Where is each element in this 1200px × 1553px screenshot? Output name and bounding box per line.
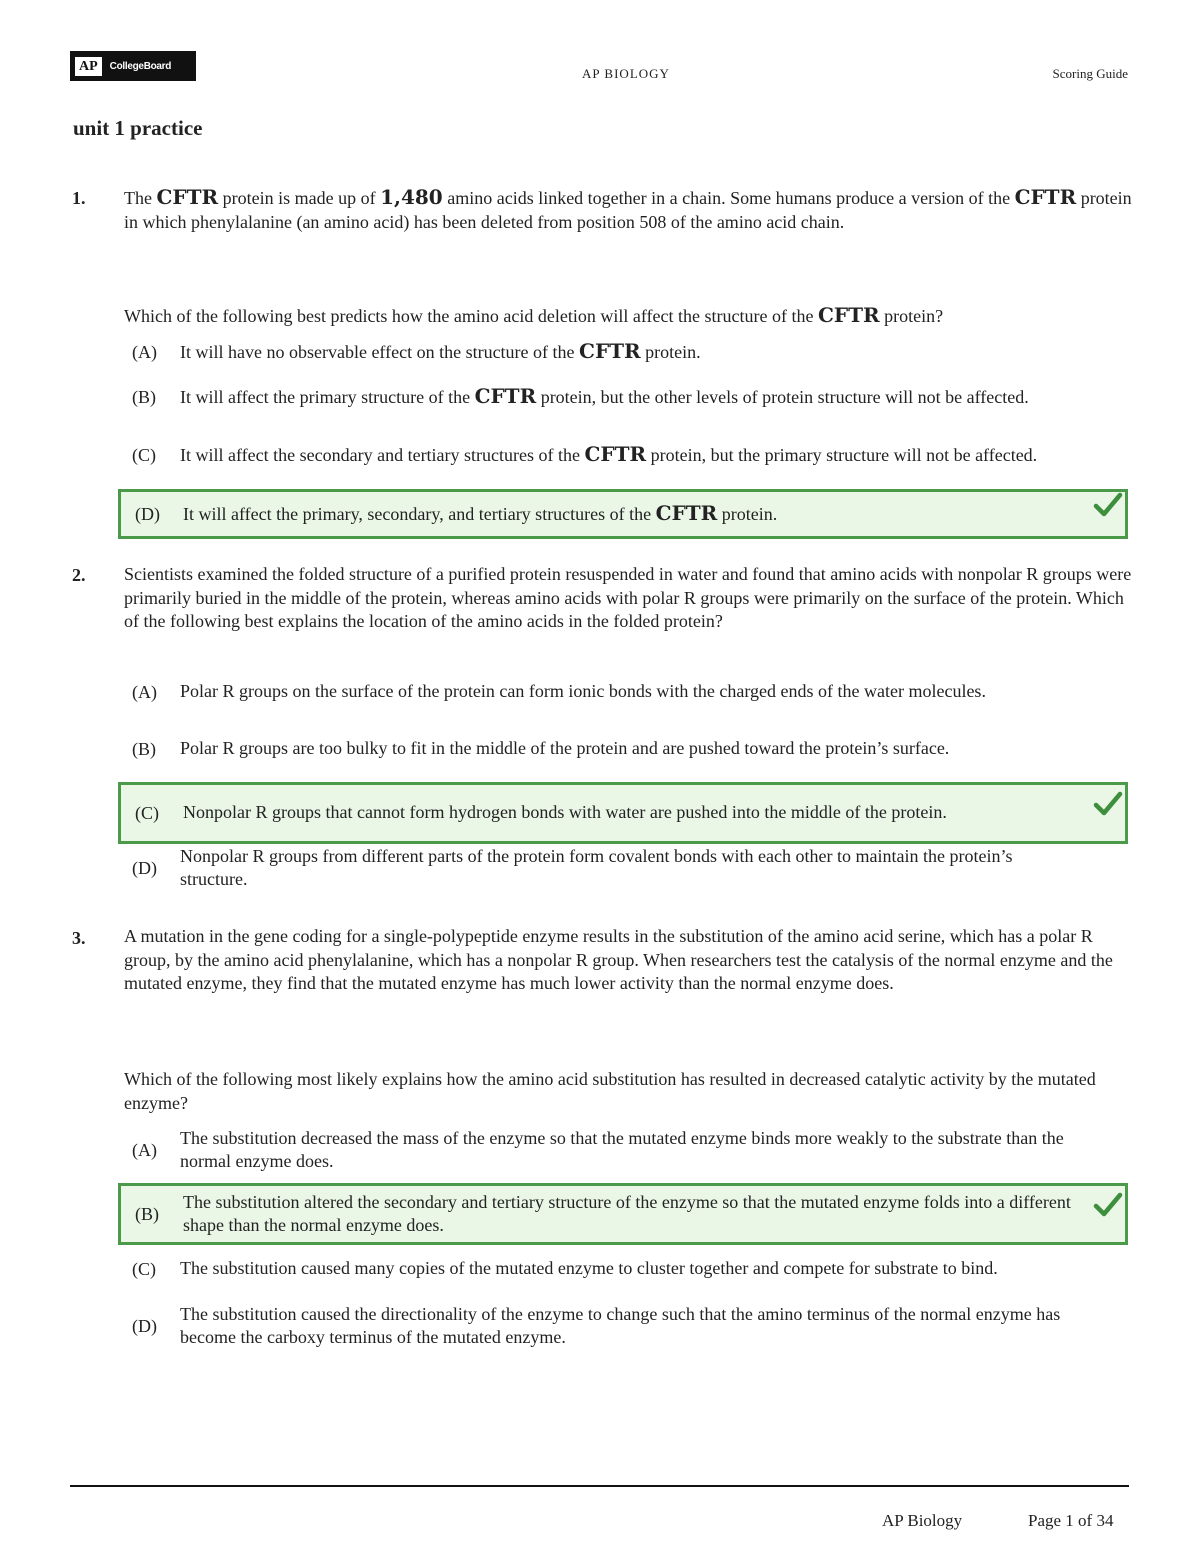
question-3-stem: A mutation in the gene coding for a single-polypeptide enzyme results in the substitution of the amino acid serine, which has a polar R group, by the amino acid phenylalanine, which has a nonpolar R group. When researchers test the catalysis of the normal enzyme and the mutated enzyme, they find that the mutated enzyme has much lower activity than the normal enzyme does.: [124, 926, 1113, 993]
option-text: Nonpolar R groups that cannot form hydrogen bonds with water are pushed into the middle of the protein.: [183, 802, 947, 823]
question-1-option-d-correct[interactable]: [118, 489, 1128, 539]
option-text: Polar R groups are too bulky to fit in the middle of the protein and are pushed toward the protein’s surface.: [180, 738, 950, 759]
option-text: It will affect the primary structure of the CFTR protein, but the other levels of protein structure will not be affected.: [180, 383, 1029, 408]
option-text: It will affect the primary, secondary, and tertiary structures of the CFTR protein.: [183, 500, 778, 525]
question-2-option-b[interactable]: [118, 725, 1128, 773]
option-letter: (C): [135, 802, 159, 823]
option-letter: (B): [132, 738, 156, 759]
option-letter: (D): [135, 503, 160, 524]
option-text: The substitution caused many copies of the mutated enzyme to cluster together and compete for substrate to bind.: [180, 1258, 998, 1279]
footer-page-number: Page 1 of 34: [1028, 1511, 1114, 1530]
question-2-option-c-correct[interactable]: [118, 782, 1128, 844]
question-2-option-a[interactable]: [118, 668, 1128, 716]
footer-subject: AP Biology: [882, 1511, 963, 1530]
checkmark-icon: [1093, 791, 1123, 817]
option-text: It will have no observable effect on the structure of the CFTR protein.: [180, 338, 701, 363]
logo-ap-mark: AP: [75, 57, 102, 76]
question-1-prompt: Which of the following best predicts how the amino acid deletion will affect the structure of the CFTR protein?: [124, 303, 944, 327]
cftr-term: CFTR: [1014, 185, 1077, 209]
option-text: Nonpolar R groups from different parts of the protein form covalent bonds with each other to maintain the protein’s structure.: [180, 845, 1013, 889]
question-2-option-d[interactable]: [118, 844, 1128, 892]
option-letter: (B): [132, 386, 156, 407]
checkmark-icon: [1093, 1192, 1123, 1218]
option-text: Polar R groups on the surface of the protein can form ionic bonds with the charged ends of the water molecules.: [180, 681, 986, 702]
question-3-option-c[interactable]: [118, 1245, 1128, 1293]
question-3-number: 3.: [72, 928, 86, 948]
header-subject: AP BIOLOGY: [582, 66, 670, 81]
option-text: The substitution altered the secondary and tertiary structure of the enzyme so that the mutated enzyme folds into a different shape than the normal enzyme does.: [183, 1191, 1071, 1235]
logo-org-name: CollegeBoard: [109, 60, 172, 72]
question-1-option-a[interactable]: [118, 338, 1128, 366]
option-text: It will affect the secondary and tertiary structures of the CFTR protein, but the primary structure will not be affected.: [180, 441, 1038, 466]
footer-divider: [70, 1485, 1129, 1487]
checkmark-icon: [1093, 492, 1123, 518]
question-3-option-d[interactable]: [118, 1302, 1128, 1350]
question-1-stem: The CFTR protein is made up of 1,480 amino acids linked together in a chain. Some humans produce a version of the CFTR protein in which phenylalanine (an amino acid) has been deleted from position 508 of the amino acid chain.: [124, 185, 1132, 232]
amino-acid-count: 1,480: [380, 185, 443, 209]
question-2-stem: Scientists examined the folded structure of a purified protein resuspended in water and found that amino acids with nonpolar R groups were primarily buried in the middle of the protein, whereas amino acids with polar R groups were primarily on the surface of the protein. Which of the following best explains the location of the amino acids in the folded protein?: [124, 564, 1132, 631]
option-letter: (C): [132, 1258, 156, 1279]
option-letter: (C): [132, 444, 156, 465]
document-title: unit 1 practice: [73, 116, 203, 140]
option-letter: (B): [135, 1203, 159, 1224]
option-letter: (D): [132, 1315, 157, 1336]
question-2-number: 2.: [72, 565, 86, 585]
option-text: The substitution decreased the mass of the enzyme so that the mutated enzyme binds more weakly to the substrate than the normal enzyme does.: [180, 1127, 1064, 1171]
question-3-option-a[interactable]: [118, 1126, 1128, 1174]
option-letter: (A): [132, 1139, 157, 1160]
option-letter: (D): [132, 857, 157, 878]
question-1-number: 1.: [72, 188, 86, 208]
question-1-option-c[interactable]: [118, 431, 1128, 479]
header-guide: Scoring Guide: [1052, 66, 1128, 81]
option-letter: (A): [132, 681, 157, 702]
cftr-term: CFTR: [156, 185, 219, 209]
option-text: The substitution caused the directionality of the enzyme to change such that the amino terminus of the normal enzyme has become the carboxy terminus of the mutated enzyme.: [180, 1303, 1061, 1347]
question-3-option-b-correct[interactable]: [118, 1183, 1128, 1245]
question-1-option-b[interactable]: [118, 373, 1128, 421]
cftr-term: CFTR: [817, 303, 880, 327]
option-letter: (A): [132, 341, 157, 362]
question-3-prompt: Which of the following most likely explains how the amino acid substitution has resulted in decreased catalytic activity by the mutated enzyme?: [124, 1069, 1096, 1113]
